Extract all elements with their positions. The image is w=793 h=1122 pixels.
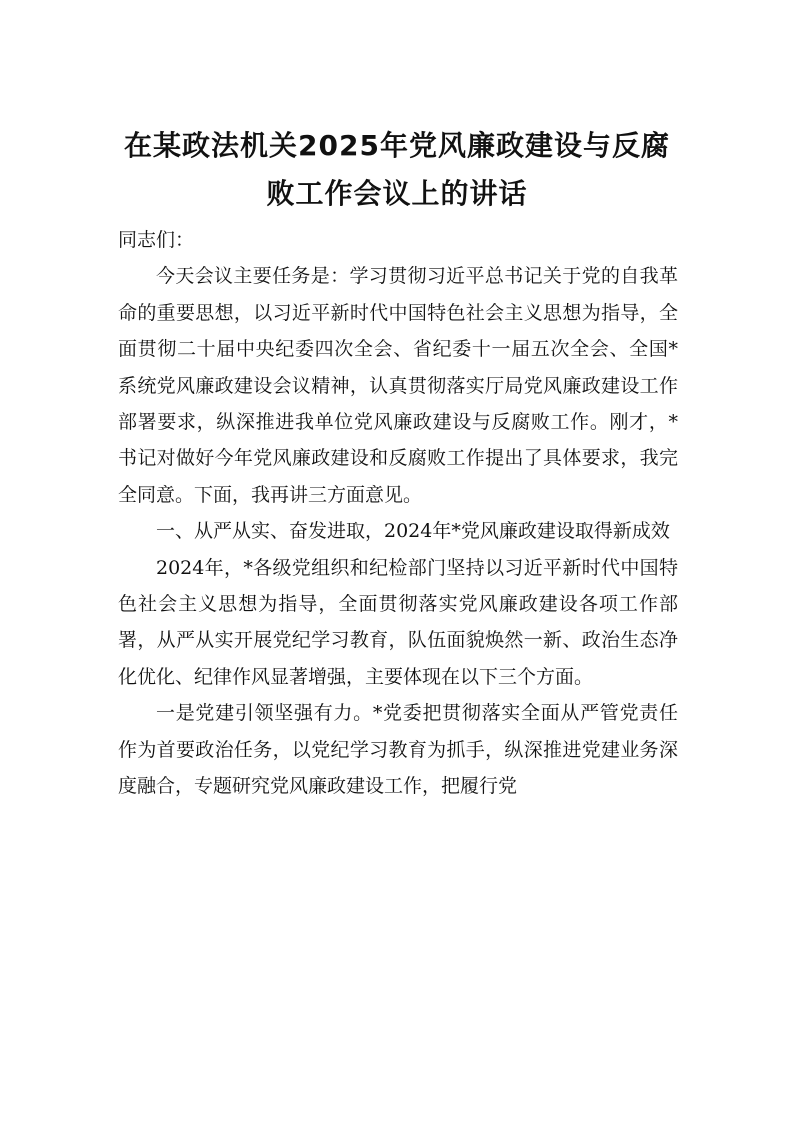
paragraph-intro: 今天会议主要任务是：学习贯彻习近平总书记关于党的自我革命的重要思想，以习近平新时代中国特色社会主义思想为指导，全面贯彻二十届中央纪委四次全会、省纪委十一届五次全会、全国*系统党风廉政建设会议精神，认真贯彻落实厅局党风廉政建设工作部署要求，纵深推进我单位党风廉政建设与反腐败工作。刚才，*书记对做好今年党风廉政建设和反腐败工作提出了具体要求，我完全同意。下面，我再讲三方面意见。 [118,265,678,506]
title-line-1: 在某政法机关2025年党风廉政建设与反腐 [124,129,670,162]
title-line-2: 败工作会议上的讲话 [266,177,528,210]
section-heading-1: 一、从严从实、奋发进取，2024年*党风廉政建设取得新成效 [156,520,670,543]
paragraph-2024-summary: 2024年，*各级党组织和纪检部门坚持以习近平新时代中国特色社会主义思想为指导，全面贯彻落实党风廉政建设各项工作部署，从严从实开展党纪学习教育，队伍面貌焕然一新、政治生态净化优化、纪律作风显著增强，主要体现在以下三个方面。 [118,556,678,688]
paragraph-point-1: 一是党建引领坚强有力。*党委把贯彻落实全面从严管党责任作为首要政治任务，以党纪学习教育为抓手，纵深推进党建业务深度融合，专题研究党风廉政建设工作，把履行党 [118,702,678,798]
salutation: 同志们： [118,229,195,251]
document-title [112,122,682,218]
document-body [118,222,678,805]
